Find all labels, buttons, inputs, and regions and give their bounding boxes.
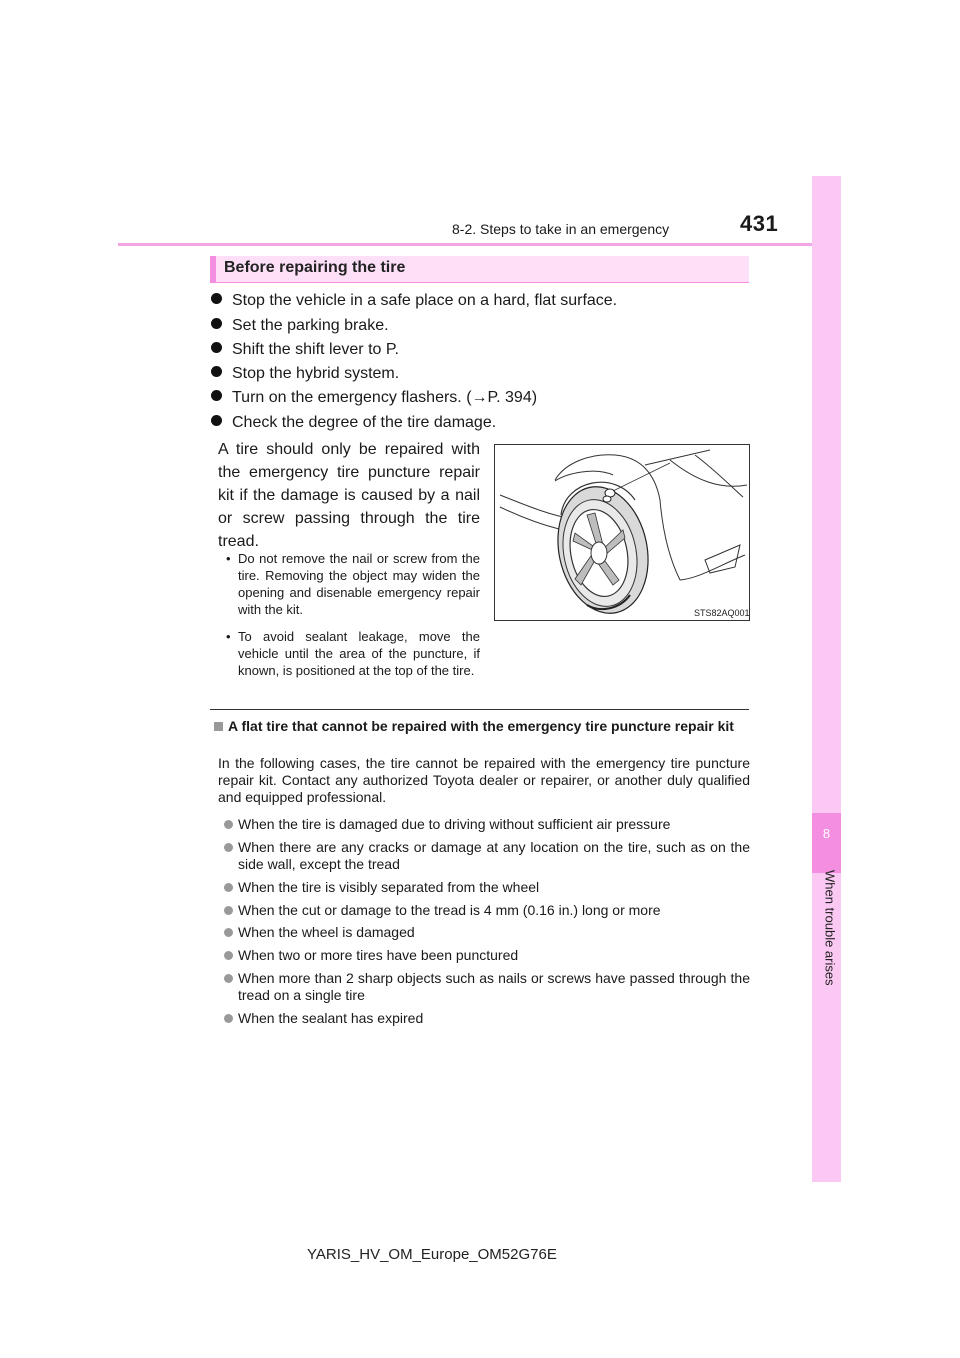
bullet-item: Turn on the emergency flashers. (→P. 394): [211, 388, 537, 408]
small-bullet-icon: •: [226, 551, 231, 566]
bullet-dot-icon: [211, 293, 222, 304]
chapter-number-box: [812, 813, 841, 873]
chapter-label: When trouble arises: [822, 870, 838, 986]
page-number: 431: [740, 211, 779, 236]
list-item: When the cut or damage to the tread is 4 mm (0.16 in.) long or more: [224, 902, 750, 919]
list-item: When there are any cracks or damage at any location on the tire, such as on the side wall, except the tread: [224, 839, 750, 873]
section-heading: Before repairing the tire: [224, 259, 406, 276]
header-rule: [118, 243, 840, 246]
bullet-item: Stop the hybrid system.: [211, 364, 399, 384]
bullet-dot-icon: [211, 390, 222, 401]
car-wheel-drawing: [495, 445, 749, 620]
gray-bullet-icon: [224, 820, 233, 829]
bullet-dot-icon: [211, 415, 222, 426]
note-intro: In the following cases, the tire cannot be repaired with the emergency tire puncture repair kit. Contact any authorized Toyota dealer or repairer, or another duly qualified and equipped professional.: [218, 755, 750, 805]
gray-bullet-icon: [224, 951, 233, 960]
bullet-item: Shift the shift lever to P.: [211, 340, 399, 360]
gray-bullet-icon: [224, 974, 233, 983]
gray-bullet-icon: [224, 928, 233, 937]
list-item: When two or more tires have been punctured: [224, 947, 750, 964]
section-divider: [210, 709, 749, 710]
list-item: When the wheel is damaged: [224, 924, 750, 941]
tread-paragraph: A tire should only be repaired with the emergency tire puncture repair kit if the damage is caused by a nail or screw passing through the tire tread.: [218, 441, 480, 550]
square-bullet-icon: [214, 722, 223, 731]
gray-bullet-icon: [224, 906, 233, 915]
illustration-code: STS82AQ001: [694, 608, 750, 618]
list-item: When the sealant has expired: [224, 1010, 750, 1027]
bullet-item: Set the parking brake.: [211, 316, 389, 336]
bullet-item: Stop the vehicle in a safe place on a hard, flat surface.: [211, 291, 617, 311]
document-id: YARIS_HV_OM_Europe_OM52G76E: [307, 1246, 557, 1263]
gray-bullet-icon: [224, 1014, 233, 1023]
bullet-dot-icon: [211, 342, 222, 353]
side-tab: [812, 176, 841, 1182]
flat-tire-illustration: [494, 444, 750, 621]
small-bullet-icon: •: [226, 629, 231, 644]
list-item: When more than 2 sharp objects such as nails or screws have passed through the tread on a single tire: [224, 970, 750, 1004]
list-item: When the tire is visibly separated from the wheel: [224, 879, 750, 896]
bullet-item: Check the degree of the tire damage.: [211, 413, 496, 433]
sub-note: • To avoid sealant leakage, move the vehicle until the area of the puncture, if known, is positioned at the top of the tire.: [226, 629, 480, 678]
gray-bullet-icon: [224, 843, 233, 852]
list-item: When the tire is damaged due to driving without sufficient air pressure: [224, 816, 750, 833]
chapter-number: 8: [822, 826, 831, 841]
sub-note: • Do not remove the nail or screw from the tire. Removing the object may widen the opening and disenable emergency repair with the kit.: [226, 551, 480, 617]
section-title: 8-2. Steps to take in an emergency: [452, 221, 670, 237]
bullet-dot-icon: [211, 366, 222, 377]
note-heading: A flat tire that cannot be repaired with the emergency tire puncture repair kit: [214, 718, 750, 735]
gray-bullet-icon: [224, 883, 233, 892]
bullet-dot-icon: [211, 318, 222, 329]
